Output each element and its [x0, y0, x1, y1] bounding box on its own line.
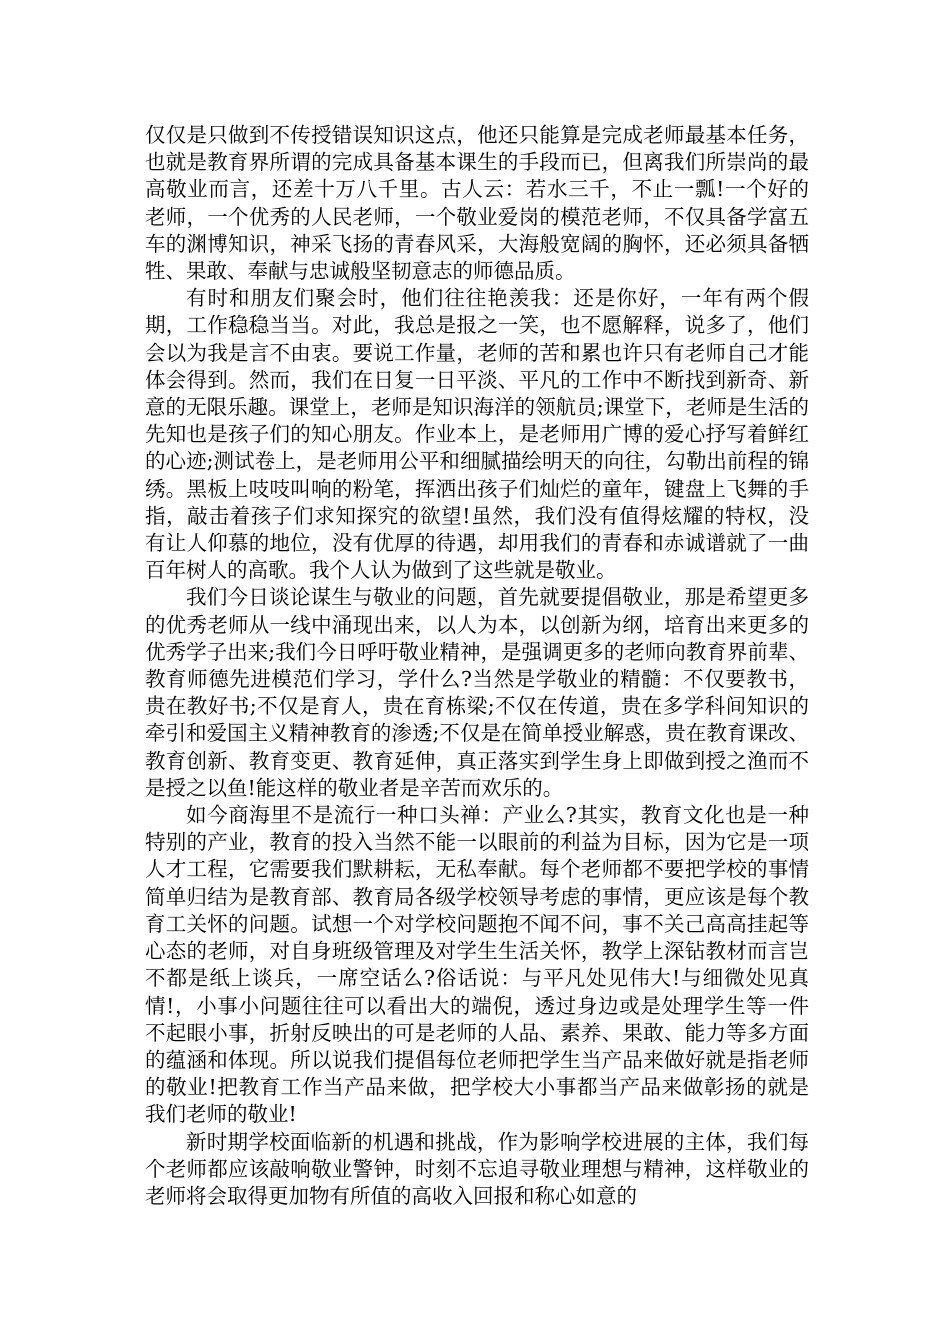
paragraph-4: 如今商海里不是流行一种口头禅：产业么?其实，教育文化也是一种特别的产业，教育的投入当然不能一以眼前的利益为目标，因为它是一项人才工程，它需要我们默耕耘，无私奉献。每个老师都不要把学校的事情简单归结为是教育部、教育局各级学校领导考虑的事情，更应该是每个教育工关怀的问题。试想一个对学校问题抱不闻不问，事不关己高高挂起等心态的老师，对自身班级管理及对学生生活关怀，教学上深钻教材而言岂不都是纸上谈兵，一席空话么?俗话说：与平凡处见伟大!与细微处见真情!，小事小问题往往可以看出大的端倪，透过身边或是处理学生等一件不起眼小事，折射反映出的可是老师的人品、素养、果敢、能力等多方面的蕴涵和体现。所以说我们提倡每位老师把学生当产品来做好就是指老师的敬业!把教育工作当产品来做，把学校大小事都当产品来做彰扬的就是我们老师的敬业! [145, 803, 809, 1127]
paragraph-5: 新时期学校面临新的机遇和挑战，作为影响学校进展的主体，我们每个老师都应该敲响敬业警钟，时刻不忘追寻敬业理想与精神，这样敬业的老师将会取得更加物有所值的高收入回报和称心如意的 [145, 1129, 809, 1208]
paragraph-1: 仅仅是只做到不传授错误知识这点，他还只能算是完成老师最基本任务，也就是教育界所谓的完成具备基本课生的手段而已，但离我们所崇尚的最高敬业而言，还差十万八千里。古人云：若水三千，不止一瓢!一个好的老师，一个优秀的人民老师，一个敬业爱岗的模范老师，不仅具备学富五车的渊博知识，神采飞扬的青春风采，大海般宽阔的胸怀，还必须具备牺牲、果敢、奉献与忠诚般坚韧意志的师德品质。 [145, 123, 809, 284]
paragraph-2: 有时和朋友们聚会时，他们往往艳羡我：还是你好，一年有两个假期，工作稳稳当当。对此，我总是报之一笑，也不愿解释，说多了，他们会以为我是言不由衷。要说工作量，老师的苦和累也许只有老师自己才能体会得到。然而，我们在日复一日平淡、平凡的工作中不断找到新奇、新意的无限乐趣。课堂上，老师是知识海洋的领航员;课堂下，老师是生活的先知也是孩子们的知心朋友。作业本上，是老师用广博的爱心抒写着鲜红的心迹;测试卷上，是老师用公平和细腻描绘明天的向往，勾勒出前程的锦绣。黑板上吱吱叫响的粉笔，挥洒出孩子们灿烂的童年，键盘上飞舞的手指，敲击着孩子们求知探究的欲望!虽然，我们没有值得炫耀的特权，没有让人仰慕的地位，没有优厚的待遇，却用我们的青春和赤诚谱就了一曲百年树人的高歌。我个人认为做到了这些就是敬业。 [145, 286, 809, 583]
paragraph-3: 我们今日谈论谋生与敬业的问题，首先就要提倡敬业，那是希望更多的优秀老师从一线中涌现出来，以人为本，以创新为纲，培育出来更多的优秀学子出来;我们今日呼吁敬业精神，是强调更多的老师向教育界前辈、教育师德先进模范们学习，学什么?当然是学敬业的精髓：不仅要教书，贵在教好书;不仅是育人，贵在育栋梁;不仅在传道，贵在多学科间知识的牵引和爱国主义精神教育的渗透;不仅是在简单授业解惑，贵在教育课改、教育创新、教育变更、教育延伸，真正落实到学生身上即做到授之渔而不是授之以鱼!能这样的敬业者是辛苦而欢乐的。 [145, 585, 809, 800]
document-body [145, 122, 809, 1210]
